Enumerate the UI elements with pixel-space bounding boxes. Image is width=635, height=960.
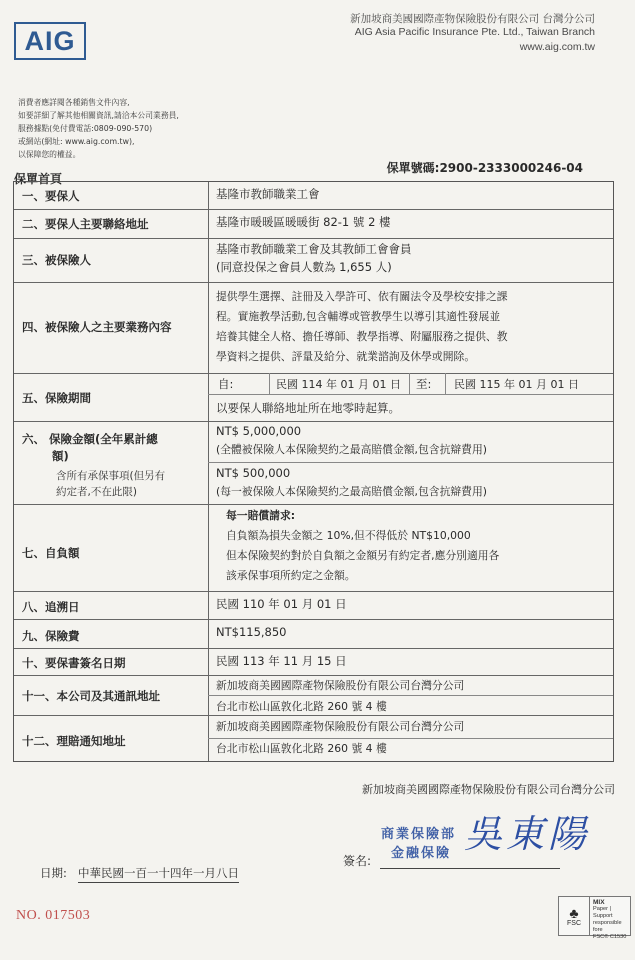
deductible-line: 但本保險契約對於自負額之金額另有約定者,應分別適用各 (226, 549, 500, 562)
value-insured-count: (同意投保之會員人數為 1,655 人) (216, 260, 392, 274)
value-company-name: 新加坡商美國國際產物保險股份有限公司台灣分公司 (216, 679, 465, 692)
value-insured: 基隆市教師職業工會及其教師工會會員 (216, 242, 412, 256)
company-name-en: AIG Asia Pacific Insurance Pte. Ltd., Taiwan Branch (354, 26, 595, 38)
policy-table (13, 181, 614, 762)
period-cell-divider (445, 373, 446, 394)
label-policyholder-address: 二、要保人主要聯絡地址 (22, 217, 149, 231)
value-policyholder-address: 基隆市暖暖區暖暖街 82-1 號 2 樓 (216, 215, 391, 229)
row-divider (14, 504, 613, 505)
dept-stamp-line: 商業保險部 (381, 827, 457, 842)
period-from-label: 自: (218, 377, 234, 391)
period-inner-divider (208, 394, 613, 395)
fsc-line: Paper | Support (593, 906, 613, 919)
label-sum-insured-cont: 額) (52, 449, 69, 463)
period-note: 以要保人聯絡地址所在地零時起算。 (216, 401, 400, 415)
notice-line: 如要詳細了解其他相關資訊,請洽本公司業務員, (18, 111, 179, 120)
value-premium: NT$115,850 (216, 625, 287, 639)
fsc-label (558, 896, 631, 940)
fsc-line: responsible fore (593, 920, 622, 933)
company-website: www.aig.com.tw (519, 41, 595, 53)
deductible-heading: 每一賠償請求: (226, 509, 296, 522)
notice-line: 以保障您的權益。 (18, 150, 81, 159)
notice-line: 服務據點(免付費電話:0809-090-570) (18, 124, 153, 133)
row-divider (14, 619, 613, 620)
serial-number: NO. 017503 (16, 908, 91, 923)
notice-line: 或網站(網址: www.aig.com.tw), (18, 137, 135, 146)
label-deductible: 七、自負額 (22, 546, 80, 560)
label-insured: 三、被保險人 (22, 253, 91, 267)
date-value: 中華民國一百一十四年一月八日 (78, 865, 239, 883)
company-name-zh: 新加坡商美國國際產物保險股份有限公司 台灣分公司 (350, 13, 595, 25)
row-divider (14, 648, 613, 649)
label-policyholder: 一、要保人 (22, 189, 80, 203)
label-company-address: 十一、本公司及其通訊地址 (22, 689, 160, 703)
value-signing-date: 民國 113 年 11 月 15 日 (216, 654, 347, 668)
period-cell-divider (269, 373, 270, 394)
amount-per-insured: NT$ 500,000 (216, 466, 291, 480)
label-business-scope: 四、被保險人之主要業務內容 (22, 320, 172, 334)
label-sum-insured-note: 含所有承保事項(但另有 (56, 470, 166, 482)
business-scope-line: 培養其健全人格、擔任導師、教學指導、附屬服務之提供、教 (216, 330, 508, 343)
issuer-name: 新加坡商美國國際產物保險股份有限公司台灣分公司 (362, 783, 615, 796)
row-divider (14, 373, 613, 374)
notice-line: 消費者應詳閱各種銷售文件內容, (18, 98, 130, 107)
row-divider (14, 209, 613, 210)
label-premium: 九、保險費 (22, 629, 80, 643)
business-scope-line: 提供學生選擇、註冊及入學許可、依有關法令及學校安排之課 (216, 290, 508, 303)
period-to-label: 至: (416, 377, 432, 391)
business-scope-line: 程。實施教學活動,包含輔導或管教學生以導引其適性發展並 (216, 310, 501, 323)
row-divider (14, 591, 613, 592)
row-divider (14, 715, 613, 716)
label-policy-period: 五、保險期間 (22, 391, 91, 405)
row-divider (14, 238, 613, 239)
label-sum-insured: 六、 保險金額(全年累計總 (22, 432, 158, 446)
tree-icon: ♣ (569, 904, 579, 921)
label-signing-date: 十、要保書簽名日期 (22, 656, 126, 670)
amount-aggregate: NT$ 5,000,000 (216, 424, 302, 438)
value-claims-address: 台北市松山區敦化北路 260 號 4 樓 (216, 742, 387, 755)
label-retroactive-date: 八、追溯日 (22, 600, 80, 614)
deductible-line: 該承保事項所約定之金額。 (226, 569, 356, 582)
deductible-line: 自負額為損失金額之 10%,但不得低於 NT$10,000 (226, 529, 471, 542)
date-label: 日期: (40, 866, 67, 880)
period-cell-divider (409, 373, 410, 394)
amount-per-insured-desc: (每一被保險人本保險契約之最高賠償金額,包含抗辯費用) (216, 485, 487, 498)
business-scope-line: 學資料之提供、評量及給分、就業諮詢及休學或開除。 (216, 350, 476, 363)
address-inner-divider (208, 738, 613, 739)
label-claims-address: 十二、理賠通知地址 (22, 734, 126, 748)
address-inner-divider (208, 695, 613, 696)
signature-line (380, 868, 560, 869)
policy-number: 保單號碼:2900-2333000246-04 (386, 161, 583, 175)
amount-inner-divider (208, 462, 613, 463)
fsc-mark: FSC (567, 919, 581, 927)
label-sum-insured-note: 約定者,不在此限) (56, 486, 137, 498)
fsc-line: FSC® C1530 (593, 934, 627, 940)
fsc-text (590, 897, 630, 940)
period-from-date: 民國 114 年 01 月 01 日 (276, 378, 401, 391)
dept-stamp-line: 金融保險 (391, 846, 452, 861)
row-divider (14, 675, 613, 676)
value-company-address: 台北市松山區敦化北路 260 號 4 樓 (216, 700, 387, 713)
period-to-date: 民國 115 年 01 月 01 日 (454, 378, 579, 391)
row-divider (14, 282, 613, 283)
value-policyholder: 基隆市教師職業工會 (216, 187, 320, 201)
amount-aggregate-desc: (全體被保險人本保險契約之最高賠償金額,包含抗辯費用) (216, 443, 487, 456)
row-divider (14, 421, 613, 422)
fsc-line: MIX (593, 899, 605, 906)
fsc-logo (559, 897, 590, 935)
aig-logo: AIG (14, 22, 86, 60)
signature-label: 簽名: (343, 854, 372, 868)
value-retroactive-date: 民國 110 年 01 月 01 日 (216, 597, 347, 611)
section-title: 保單首頁 (14, 172, 63, 186)
value-claims-company: 新加坡商美國國際產物保險股份有限公司台灣分公司 (216, 720, 465, 733)
signature: 吳東陽 (464, 812, 591, 856)
